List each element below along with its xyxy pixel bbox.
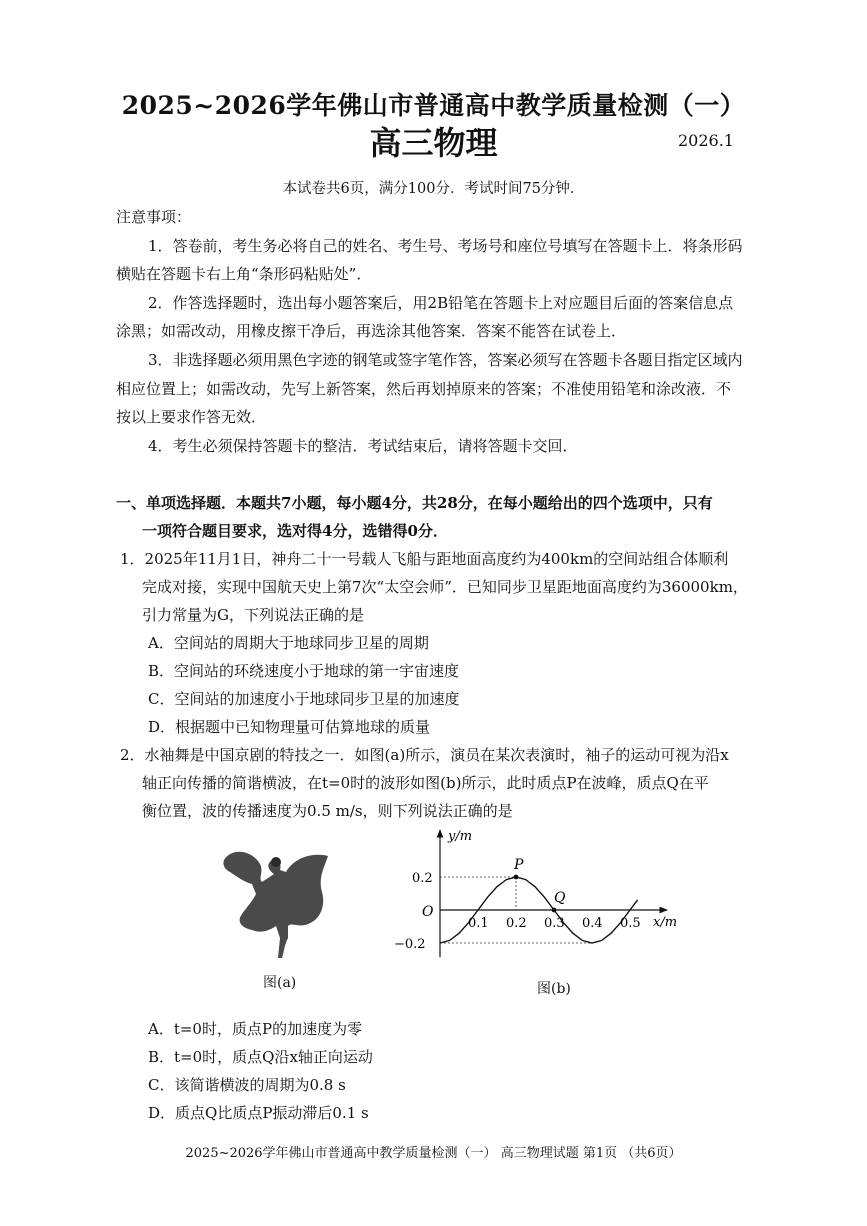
- x-tick-label: 0.2: [506, 916, 527, 931]
- section-heading-cont: 一项符合题目要求，选对得4分，选错得0分．: [142, 522, 448, 540]
- q1-option-b: B．空间站的环绕速度小于地球的第一宇宙速度: [148, 662, 460, 680]
- q1-stem: 完成对接，实现中国航天史上第7次“太空会师”．已知同步卫星距地面高度约为36000km，: [142, 578, 748, 596]
- point-q: [552, 908, 557, 913]
- notice-line: 3．非选择题必须用黑色字迹的钢笔或签字笔作答，答案必须写在答题卡各题目指定区域内: [148, 351, 743, 369]
- q2-option-d: D．质点Q比质点P振动滞后0.1 s: [148, 1104, 369, 1122]
- wave-chart: [392, 826, 682, 976]
- y-tick-label: 0.2: [412, 871, 433, 886]
- section-heading: 一、单项选择题．本题共7小题，每小题4分，共28分，在每小题给出的四个选项中，只有: [116, 494, 713, 512]
- q2-stem: 衡位置，波的传播速度为0.5 m/s，则下列说法正确的是: [142, 802, 513, 820]
- y-axis-label: y/m: [448, 829, 473, 844]
- q1-stem: 1．2025年11月1日，神舟二十一号载人飞船与距地面高度约为400km的空间站组合体顺利: [120, 550, 729, 568]
- q1-option-d: D．根据题中已知物理量可估算地球的质量: [148, 718, 431, 736]
- fig-b-caption: 图(b): [537, 981, 571, 997]
- notice-line: 4．考生必须保持答题卡的整洁．考试结束后，请将答题卡交回．: [148, 437, 578, 455]
- x-axis-label: x/m: [653, 915, 678, 930]
- q2-stem: 2．水袖舞是中国京剧的特技之一．如图(a)所示，演员在某次表演时，袖子的运动可视为沿x: [120, 746, 729, 764]
- q2-stem: 轴正向传播的简谐横波，在t=0时的波形如图(b)所示，此时质点P在波峰，质点Q在平: [142, 774, 709, 792]
- exam-title: 2025~2026学年佛山市普通高中教学质量检测（一）: [121, 91, 746, 120]
- notice-line: 1．答卷前，考生务必将自己的姓名、考生号、考场号和座位号填写在答题卡上．将条形码: [148, 237, 743, 255]
- notice-heading: 注意事项：: [116, 208, 192, 226]
- x-tick-label: 0.5: [620, 916, 641, 931]
- q2-option-a: A．t=0时，质点P的加速度为零: [148, 1020, 363, 1038]
- origin-label: O: [422, 904, 434, 920]
- x-tick-label: 0.3: [544, 916, 565, 931]
- notice-line: 2．作答选择题时，选出每小题答案后，用2B铅笔在答题卡上对应题目后面的答案信息点: [148, 294, 734, 312]
- q1-option-c: C．空间站的加速度小于地球同步卫星的加速度: [148, 690, 460, 708]
- page-footer: 2025~2026学年佛山市普通高中教学质量检测（一） 高三物理试题 第1页 （共6页）: [185, 1146, 682, 1161]
- notice-line: 相应位置上；如需改动，先写上新答案，然后再划掉原来的答案；不准使用铅笔和涂改液．不: [116, 380, 732, 398]
- point-label-q: Q: [554, 890, 566, 906]
- notice-line: 按以上要求作答无效．: [116, 408, 267, 426]
- exam-info: 本试卷共6页，满分100分．考试时间75分钟．: [282, 181, 585, 197]
- notice-line: 涂黑；如需改动，用橡皮擦干净后，再选涂其他答案．答案不能答在试卷上．: [116, 322, 627, 340]
- point-label-p: P: [514, 857, 524, 873]
- y-tick-label: −0.2: [394, 937, 426, 952]
- q2-option-c: C．该简谐横波的周期为0.8 s: [148, 1076, 346, 1094]
- subject-title: 高三物理: [369, 124, 498, 162]
- q2-option-b: B．t=0时，质点Q沿x轴正向运动: [148, 1048, 373, 1066]
- x-tick-label: 0.1: [468, 916, 489, 931]
- q1-stem: 引力常量为G，下列说法正确的是: [142, 606, 364, 624]
- q1-option-a: A．空间站的周期大于地球同步卫星的周期: [148, 634, 429, 652]
- notice-line: 横贴在答题卡右上角“条形码粘贴处”．: [116, 265, 372, 283]
- fig-a-caption: 图(a): [263, 975, 297, 991]
- dancer-figure: [222, 842, 332, 960]
- exam-date: 2026.1: [678, 131, 734, 150]
- point-p: [514, 875, 519, 880]
- x-tick-label: 0.4: [582, 916, 603, 931]
